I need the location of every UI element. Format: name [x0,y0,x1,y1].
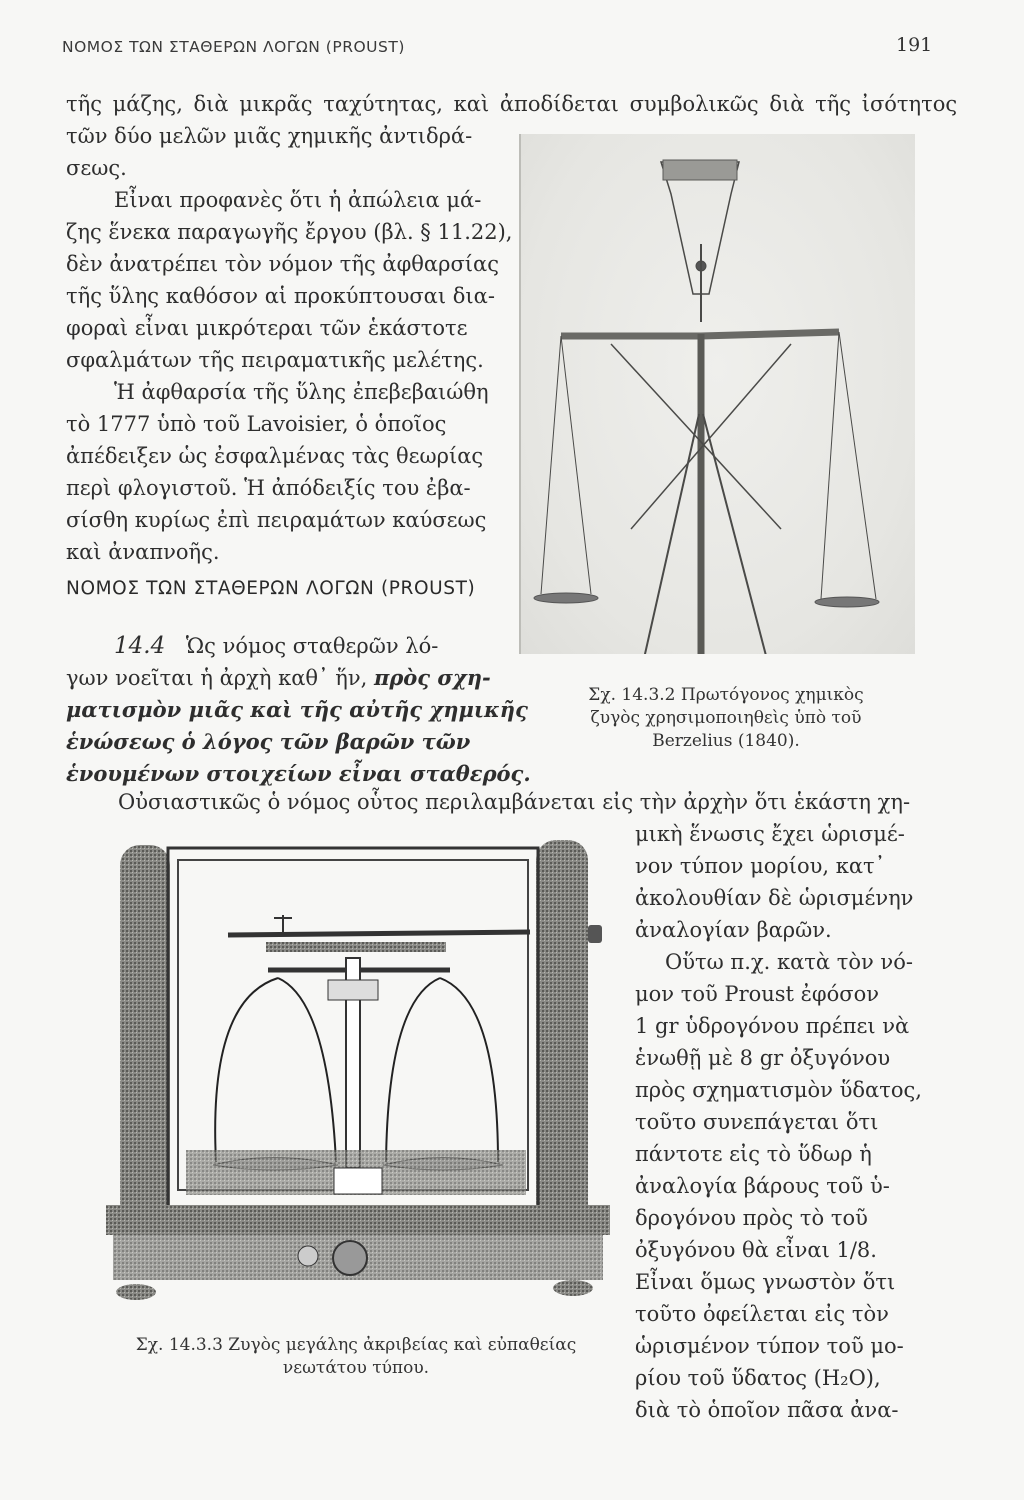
section-title: ΝΟΜΟΣ ΤΩΝ ΣΤΑΘΕΡΩΝ ΛΟΓΩΝ (PROUST) [66,578,476,599]
balance-illustration-icon [521,134,915,654]
text-line: Ὡς νόμος σταθερῶν λό- [185,634,439,658]
text-line: πρὸς σχηματισμὸν ὕδατος, [635,1078,922,1102]
intro-line-3: σεως. [66,156,127,180]
text-line: καὶ ἀναπνοῆς. [66,540,220,564]
text-line: Οὕτω π.χ. κατὰ τὸν νό- [665,950,913,974]
caption-line: ζυγὸς χρησιμοποιηθεὶς ὑπὸ τοῦ [590,708,862,728]
text-line: νον τύπον μορίου, κατ᾽ [635,854,886,878]
text-line-emphasis: ἑνουμένων στοιχείων εἶναι σταθερός. [66,761,531,786]
paragraph-mass-loss [66,184,513,376]
intro-line-1: τῆς μάζης, διὰ μικρᾶς ταχύτητας, καὶ ἀποδίδεται συμβολικῶς διὰ τῆς ἰσότητος [66,92,958,116]
page-number: 191 [896,34,933,56]
caption-line: Berzelius (1840). [652,731,800,751]
text-line-emphasis: ἑνώσεως ὁ λόγος τῶν βαρῶν τῶν [66,729,471,754]
text-line: περὶ φλογιστοῦ. Ἡ ἀπόδειξίς του ἐβα- [66,476,471,500]
paragraph-lavoisier [66,376,506,568]
text-line: τοῦτο ὀφείλεται εἰς τὸν [635,1302,889,1326]
text-line: δὲν ἀνατρέπει τὸν νόμον τῆς ἀφθαρσίας [66,252,499,276]
text-line: σφαλμάτων τῆς πειραματικῆς μελέτης. [66,348,484,372]
paragraph-essence [635,818,925,946]
text-line: Εἶναι προφανὲς ὅτι ἡ ἀπώλεια μά- [114,188,482,212]
law-statement [66,630,531,790]
text-line: 1 gr ὑδρογόνου πρέπει νὰ [635,1014,910,1038]
text-line: ἀναλογία βάρους τοῦ ὑ- [635,1174,890,1198]
running-head: ΝΟΜΟΣ ΤΩΝ ΣΤΑΘΕΡΩΝ ΛΟΓΩΝ (PROUST) [62,38,405,56]
figure-caption-14-3-3 [96,1334,616,1380]
caption-line: Σχ. 14.3.3 Ζυγὸς μεγάλης ἀκριβείας καὶ εὐπαθείας [135,1335,577,1355]
text-line: τὸ 1777 ὑπὸ τοῦ Lavoisier, ὁ ὁποῖος [66,412,447,436]
text-line: τῆς ὕλης καθόσον αἱ προκύπτουσαι δια- [66,284,495,308]
text-line: ἀκολουθίαν δὲ ὡρισμένην [635,886,914,910]
text-line: διὰ τὸ ὁποῖον πᾶσα ἀνα- [635,1398,899,1422]
text-line: ὡρισμένον τύπον τοῦ μο- [635,1334,904,1358]
text-line-emphasis: πρὸς σχη- [373,665,491,690]
intro-line-2: τῶν δύο μελῶν μιᾶς χημικῆς ἀντιδρά- [66,124,473,148]
caption-line: νεωτάτου τύπου. [282,1358,430,1378]
analytical-balance-icon [98,830,618,1310]
figure-berzelius-balance [519,134,915,654]
paragraph-essence-line-1: Οὐσιαστικῶς ὁ νόμος οὗτος περιλαμβάνεται εἰς τὴν ἀρχὴν ὅτι ἑκάστη χη- [118,790,911,814]
figure-caption-14-3-2 [524,684,928,753]
text-line: ζης ἕνεκα παραγωγῆς ἔργου (βλ. § 11.22), [66,220,513,244]
text-line: ἀναλογίαν βαρῶν. [635,918,832,942]
section-number: 14.4 [114,633,166,659]
text-line: σίσθη κυρίως ἐπὶ πειραμάτων καύσεως [66,508,487,532]
text-line: τοῦτο συνεπάγεται ὅτι [635,1110,879,1134]
text-line: πάντοτε εἰς τὸ ὕδωρ ἡ [635,1142,872,1166]
text-line: ἀπέδειξεν ὡς ἐσφαλμένας τὰς θεωρίας [66,444,484,468]
figure-analytical-balance [98,830,618,1310]
text-line: ἑνωθῇ μὲ 8 gr ὀξυγόνου [635,1046,891,1070]
text-line: ὀξυγόνου θὰ εἶναι 1/8. [635,1238,877,1262]
text-line: μικὴ ἕνωσις ἔχει ὡρισμέ- [635,822,905,846]
text-line: φοραὶ εἶναι μικρότεραι τῶν ἑκάστοτε [66,316,468,340]
caption-line: Σχ. 14.3.2 Πρωτόγονος χημικὸς [588,685,864,705]
text-line: ρίου τοῦ ὕδατος (H₂O), [635,1366,881,1390]
text-line: Εἶναι ὅμως γνωστὸν ὅτι [635,1270,896,1294]
text-line: δρογόνου πρὸς τὸ τοῦ [635,1206,868,1230]
paragraph-water-example [635,946,925,1426]
text-line: Ἡ ἀφθαρσία τῆς ὕλης ἐπεβεβαιώθη [114,380,489,404]
text-line-emphasis: ματισμὸν μιᾶς καὶ τῆς αὐτῆς χημικῆς [66,697,528,722]
text-line: γων νοεῖται ἡ ἀρχὴ καθ᾽ ἥν, [66,666,368,690]
text-line: μον τοῦ Proust ἐφόσον [635,982,880,1006]
